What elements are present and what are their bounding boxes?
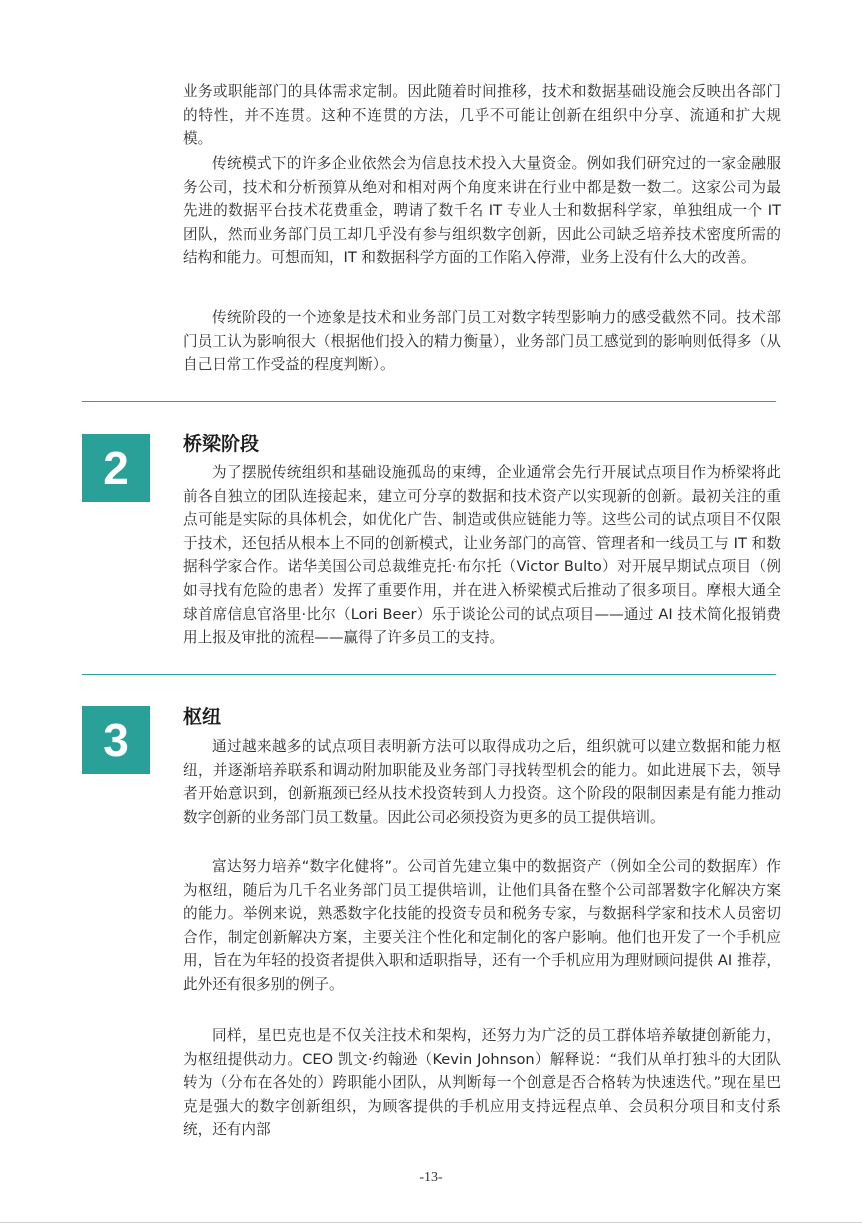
intro-paragraph-2 [183,152,781,270]
section-divider [82,674,776,675]
section3-paragraph-1 [183,735,781,829]
section-title: 枢纽 [183,706,222,728]
section-number-badge: 3 [82,706,150,774]
paragraph-text: 通过越来越多的试点项目表明新方法可以取得成功之后，组织就可以建立数据和能力枢纽，并逐渐培养联系和调动附加职能及业务部门寻找转型机会的能力。如此进展下去，领导者开始意识到，创新瓶颈已经从技术投资转到人力投资。这个阶段的限制因素是有能力推动数字创新的业务部门员工数量。因此公司必须投资为更多的员工提供培训。 [183,738,781,826]
section-number-badge: 2 [82,434,150,502]
section-divider [82,401,776,402]
section2-body [183,461,781,650]
section3-paragraph-2 [183,855,781,997]
section3-paragraph-3 [183,1024,781,1142]
page-number: -13- [419,1170,443,1185]
section-title: 桥梁阶段 [183,433,260,455]
paragraph-text: 业务或职能部门的具体需求定制。因此随着时间推移，技术和数据基础设施会反映出各部门的特性，并不连贯。这种不连贯的方法，几乎不可能让创新在组织中分享、流通和扩大规模。 [183,83,781,148]
paragraph-text: 为了摆脱传统组织和基础设施孤岛的束缚，企业通常会先行开展试点项目作为桥梁将此前各自独立的团队连接起来，建立可分享的数据和技术资产以实现新的创新。最初关注的重点可能是实际的具体机会，如优化广告、制造或供应链能力等。这些公司的试点项目不仅限于技术，还包括从根本上不同的创新模式，让业务部门的高管、管理者和一线员工与 IT 和数据科学家合作。诺华美国公司总裁维克托·布尔托（Victor Bulto）对开展早期试点项目（例如寻找有危险的患者）发挥了重要作用，并在进入桥梁模式后推动了很多项目。摩根大通全球首席信息官洛里·比尔（Lori Beer）乐于谈论公司的试点项目——通过 AI 技术简化报销费用上报及审批的流程——赢得了许多员工的支持。 [183,464,781,647]
intro-paragraph-3 [183,306,781,377]
intro-paragraph-1 [183,80,781,151]
page-bottom-edge [0,1222,862,1223]
paragraph-text: 同样，星巴克也是不仅关注技术和架构，还努力为广泛的员工群体培养敏捷创新能力，为枢纽提供动力。CEO 凯文·约翰逊（Kevin Johnson）解释说：“我们从单打独斗的大团队转为（分布在各处的）跨职能小团队，从判断每一个创意是否合格转为快速迭代。”现在星巴克是强大的数字创新组织，为顾客提供的手机应用支持远程点单、会员积分项目和支付系统，还有内部 [183,1027,781,1139]
paragraph-text: 富达努力培养“数字化健将”。公司首先建立集中的数据资产（例如全公司的数据库）作为枢纽，随后为几千名业务部门员工提供培训，让他们具备在整个公司部署数字化解决方案的能力。举例来说，熟悉数字化技能的投资专员和税务专家，与数据科学家和技术人员密切合作，制定创新解决方案，主要关注个性化和定制化的客户影响。他们也开发了一个手机应用，旨在为年轻的投资者提供入职和适职指导，还有一个手机应用为理财顾问提供 AI 推荐，此外还有很多别的例子。 [183,858,781,993]
paragraph-text: 传统阶段的一个迹象是技术和业务部门员工对数字转型影响力的感受截然不同。技术部门员工认为影响很大（根据他们投入的精力衡量），业务部门员工感觉到的影响则低得多（从自己日常工作受益的程度判断）。 [183,309,781,374]
paragraph-text: 传统模式下的许多企业依然会为信息技术投入大量资金。例如我们研究过的一家金融服务公司，技术和分析预算从绝对和相对两个角度来讲在行业中都是数一数二。这家公司为最先进的数据平台技术花费重金，聘请了数千名 IT 专业人士和数据科学家，单独组成一个 IT 团队，然而业务部门员工却几乎没有参与组织数字创新，因此公司缺乏培养技术密度所需的结构和能力。可想而知，IT 和数据科学方面的工作陷入停滞，业务上没有什么大的改善。 [183,155,781,267]
